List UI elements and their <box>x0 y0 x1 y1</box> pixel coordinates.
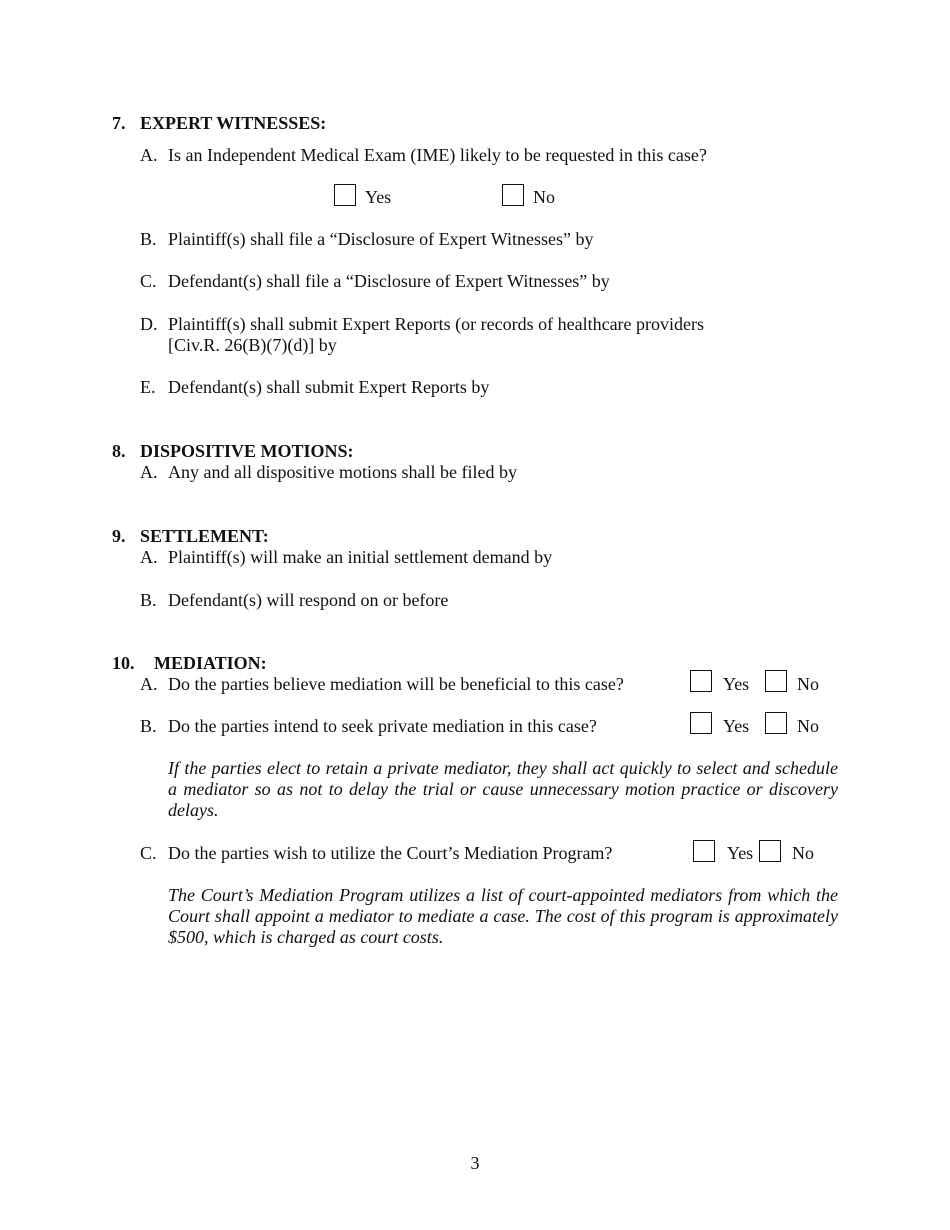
item-8a-letter: A. <box>140 462 158 482</box>
item-10c-letter: C. <box>140 843 157 863</box>
mediation-beneficial-yes-label: Yes <box>723 674 750 694</box>
item-9b-text: Defendant(s) will respond on or before <box>168 590 449 610</box>
private-mediator-note: If the parties elect to retain a private mediator, they shall act quickly to select and schedule a mediator so as not to delay the trial or cause unnecessary motion practice or discovery delays. <box>168 758 838 820</box>
item-10b-text: Do the parties intend to seek private mediation in this case? <box>168 716 597 736</box>
item-7d-text-line2: [Civ.R. 26(B)(7)(d)] by <box>168 335 337 355</box>
item-7c-letter: C. <box>140 271 157 291</box>
item-10b-letter: B. <box>140 716 157 736</box>
section-9-heading: SETTLEMENT: <box>140 526 269 546</box>
item-7c-text: Defendant(s) shall file a “Disclosure of Expert Witnesses” by <box>168 271 610 291</box>
private-mediation-yes-label: Yes <box>723 716 750 736</box>
item-10c-text: Do the parties wish to utilize the Court’s Mediation Program? <box>168 843 613 863</box>
section-7-heading: EXPERT WITNESSES: <box>140 113 327 133</box>
section-8-heading: DISPOSITIVE MOTIONS: <box>140 441 354 461</box>
section-9-number: 9. <box>112 526 126 546</box>
item-7e-text: Defendant(s) shall submit Expert Reports by <box>168 377 490 397</box>
page-number: 3 <box>470 1153 480 1173</box>
section-7-number: 7. <box>112 113 126 133</box>
mediation-beneficial-no-label: No <box>797 674 819 694</box>
ime-yes-checkbox[interactable] <box>334 184 356 206</box>
ime-no-label: No <box>533 187 555 207</box>
section-8-number: 8. <box>112 441 126 461</box>
court-mediation-no-checkbox[interactable] <box>759 840 781 862</box>
court-mediation-no-label: No <box>792 843 814 863</box>
item-7b-text: Plaintiff(s) shall file a “Disclosure of Expert Witnesses” by <box>168 229 594 249</box>
court-mediation-yes-label: Yes <box>727 843 754 863</box>
private-mediation-no-checkbox[interactable] <box>765 712 787 734</box>
court-mediation-yes-checkbox[interactable] <box>693 840 715 862</box>
item-9a-letter: A. <box>140 547 158 567</box>
private-mediation-yes-checkbox[interactable] <box>690 712 712 734</box>
mediation-beneficial-yes-checkbox[interactable] <box>690 670 712 692</box>
court-mediation-note: The Court’s Mediation Program utilizes a list of court-appointed mediators from which the Court shall appoint a mediator to mediate a case. The cost of this program is approximately $500, which is charged as court costs. <box>168 885 838 947</box>
ime-no-checkbox[interactable] <box>502 184 524 206</box>
ime-yes-label: Yes <box>365 187 392 207</box>
private-mediation-no-label: No <box>797 716 819 736</box>
item-8a-text: Any and all dispositive motions shall be filed by <box>168 462 517 482</box>
item-7d-letter: D. <box>140 314 158 334</box>
item-7e-letter: E. <box>140 377 156 397</box>
section-10-heading: MEDIATION: <box>154 653 267 673</box>
item-9b-letter: B. <box>140 590 157 610</box>
item-7a-letter: A. <box>140 145 158 165</box>
item-10a-text: Do the parties believe mediation will be beneficial to this case? <box>168 674 624 694</box>
mediation-beneficial-no-checkbox[interactable] <box>765 670 787 692</box>
item-10a-letter: A. <box>140 674 158 694</box>
item-9a-text: Plaintiff(s) will make an initial settlement demand by <box>168 547 553 567</box>
item-7d-text: Plaintiff(s) shall submit Expert Reports (or records of healthcare providers <box>168 314 705 334</box>
section-10-number: 10. <box>112 653 135 673</box>
item-7a-text: Is an Independent Medical Exam (IME) likely to be requested in this case? <box>168 145 707 165</box>
item-7b-letter: B. <box>140 229 157 249</box>
